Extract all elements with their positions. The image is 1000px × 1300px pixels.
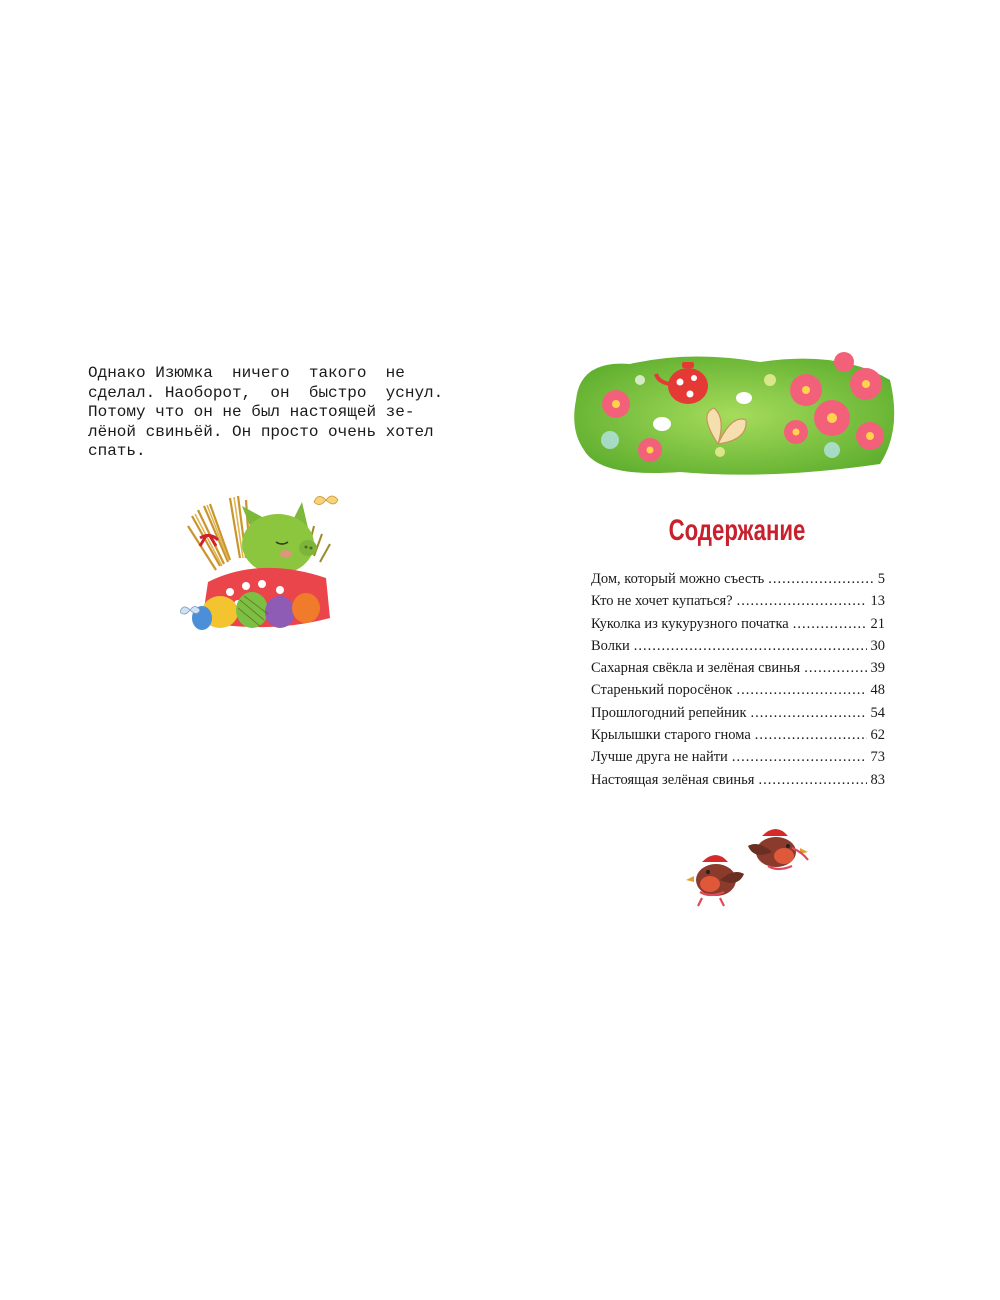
toc-entry[interactable] xyxy=(591,772,885,794)
toc-entry-title: Волки xyxy=(591,637,630,654)
toc-leader-dots xyxy=(793,616,867,633)
toc-entry[interactable] xyxy=(591,682,885,704)
toc-entry-page: 13 xyxy=(870,593,885,610)
toc-entry-title: Куколка из кукурузного початка xyxy=(591,615,789,632)
toc-entry-title: Старенький поросёнок xyxy=(591,682,733,699)
toc-entry[interactable] xyxy=(591,638,885,660)
toc-entry-title: Сахарная свёкла и зелёная свинья xyxy=(591,660,801,677)
toc-entry[interactable] xyxy=(591,593,885,615)
toc-entry-title: Кто не хочет купаться? xyxy=(591,593,733,610)
flower-meadow-illustration xyxy=(570,340,900,480)
toc-entry[interactable] xyxy=(591,571,885,593)
toc-leader-dots xyxy=(732,749,867,766)
toc-leader-dots xyxy=(737,593,867,610)
right-page xyxy=(500,0,1000,1300)
toc-leader-dots xyxy=(768,571,873,588)
sleeping-piglet-illustration xyxy=(180,486,340,636)
toc-entry-title: Лучше друга не найти xyxy=(591,749,728,766)
toc-entry-title: Прошлогодний репейник xyxy=(591,704,747,721)
toc-entry-page: 5 xyxy=(877,571,885,587)
toc-entry[interactable] xyxy=(591,616,885,638)
toc-entry[interactable] xyxy=(591,660,885,682)
story-line: лёной свиньёй. Он просто очень хотел xyxy=(88,422,434,441)
toc-entry-title: Настоящая зелёная свинья xyxy=(591,771,755,788)
table-of-contents xyxy=(591,571,885,794)
toc-entry-page: 83 xyxy=(870,771,885,788)
toc-entry[interactable] xyxy=(591,727,885,749)
toc-entry[interactable] xyxy=(591,705,885,727)
toc-entry-page: 73 xyxy=(870,749,885,766)
toc-leader-dots xyxy=(736,682,866,699)
toc-entry-page: 21 xyxy=(870,615,885,632)
toc-entry-page: 30 xyxy=(870,637,885,654)
toc-entry-title: Крылышки старого гнома xyxy=(591,727,751,744)
toc-entry-page: 54 xyxy=(870,704,885,721)
story-text xyxy=(88,364,444,462)
toc-title: Содержание xyxy=(668,514,806,547)
toc-entry-page: 48 xyxy=(870,682,885,699)
story-line: Однако Изюмка ничего такого не xyxy=(88,364,405,382)
toc-entry[interactable] xyxy=(591,749,885,771)
toc-leader-dots xyxy=(804,660,866,677)
toc-leader-dots xyxy=(755,727,867,744)
story-line: сделал. Наоборот, он быстро уснул. xyxy=(88,383,444,402)
toc-leader-dots xyxy=(634,638,867,655)
toc-leader-dots xyxy=(751,705,867,722)
toc-entry-page: 39 xyxy=(870,660,885,677)
story-line: спать. xyxy=(88,442,146,461)
two-birds-illustration xyxy=(680,818,815,913)
toc-entry-page: 62 xyxy=(870,727,885,744)
story-line: Потому что он не был настоящей зе- xyxy=(88,403,415,422)
toc-leader-dots xyxy=(758,772,866,789)
toc-entry-title: Дом, который можно съесть xyxy=(591,571,765,587)
